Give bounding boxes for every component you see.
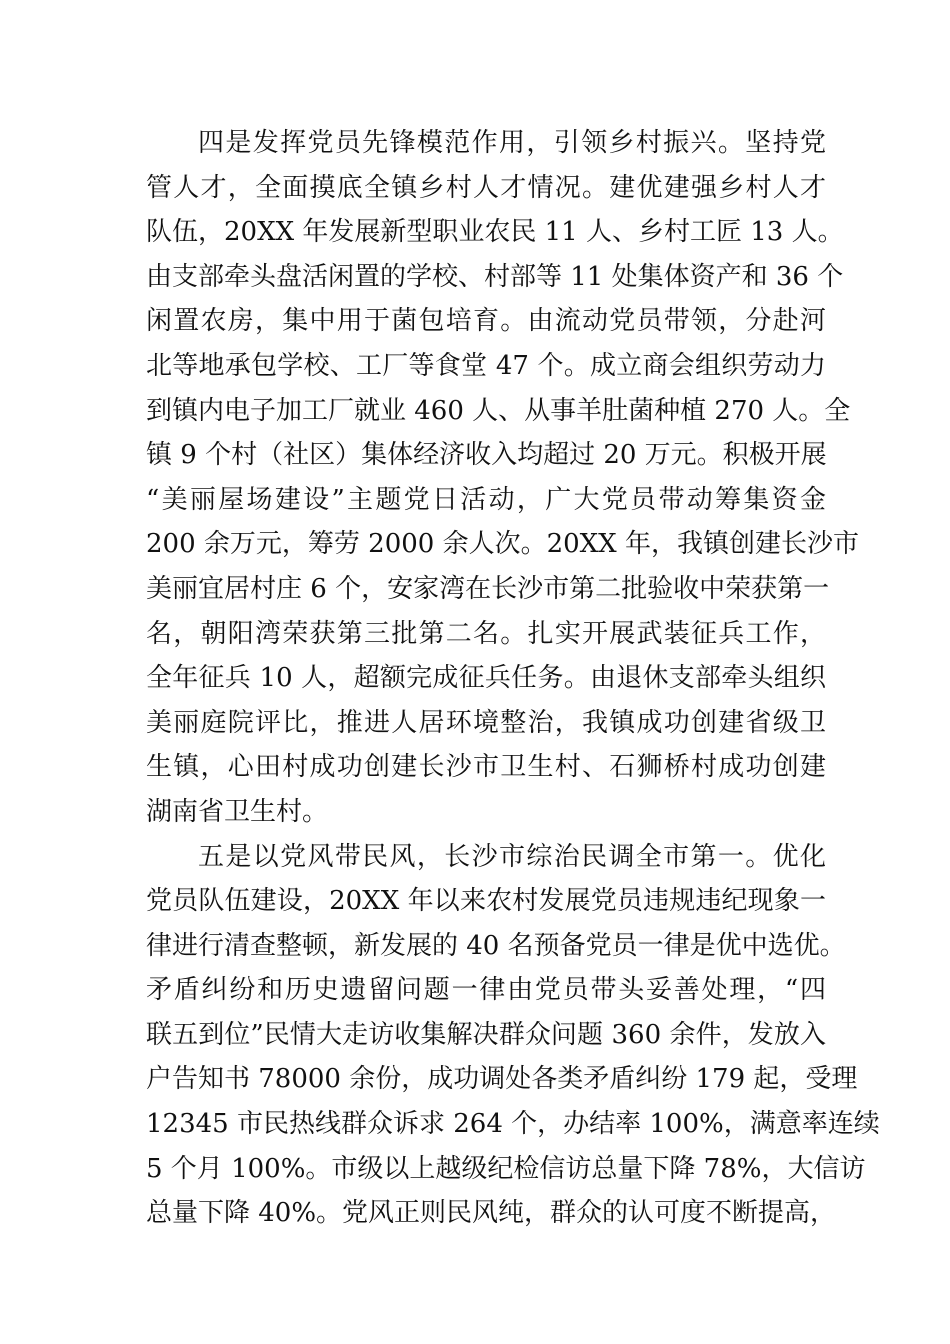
text-line: 五是以党风带民风，长沙市综治民调全市第一。优化 bbox=[198, 841, 826, 872]
text-line: 镇 9 个村（社区）集体经济收入均超过 20 万元。积极开展 bbox=[146, 440, 827, 471]
text-line: 美丽宜居村庄 6 个，安家湾在长沙市第二批验收中荣获第一 bbox=[146, 573, 830, 604]
text-line: 美丽庭院评比，推进人居环境整治，我镇成功创建省级卫 bbox=[146, 707, 826, 738]
text-line: 四是发挥党员先锋模范作用，引领乡村振兴。坚持党 bbox=[198, 128, 826, 158]
text-line: 名，朝阳湾荣获第三批第二名。扎实开展武装征兵工作， bbox=[146, 618, 826, 649]
text-line: 生镇，心田村成功创建长沙市卫生村、石狮桥村成功创建 bbox=[146, 752, 826, 783]
text-line: 管人才，全面摸底全镇乡村人才情况。建优建强乡村人才 bbox=[146, 172, 826, 203]
text-line: 到镇内电子加工厂就业 460 人、从事羊肚菌种植 270 人。全 bbox=[146, 395, 851, 426]
text-line: 12345 市民热线群众诉求 264 个，办结率 100%，满意率连续 bbox=[146, 1109, 880, 1140]
text-line: 由支部牵头盘活闲置的学校、村部等 11 处集体资产和 36 个 bbox=[146, 261, 844, 292]
text-line: 湖南省卫生村。 bbox=[146, 796, 329, 827]
paragraph-1 bbox=[146, 121, 859, 835]
paragraph-2 bbox=[146, 835, 880, 1236]
text-line: 总量下降 40%。党风正则民风纯，群众的认可度不断提高， bbox=[146, 1198, 837, 1229]
text-line: 200 余万元，筹劳 2000 余人次。20XX 年，我镇创建长沙市 bbox=[146, 529, 859, 560]
text-line: 党员队伍建设，20XX 年以来农村发展党员违规违纪现象一 bbox=[146, 886, 826, 917]
text-line: 矛盾纠纷和历史遗留问题一律由党员带头妥善处理，“四 bbox=[146, 975, 826, 1006]
document-body bbox=[146, 121, 880, 1236]
text-line: 全年征兵 10 人，超额完成征兵任务。由退休支部牵头组织 bbox=[146, 663, 826, 694]
text-line: 5 个月 100%。市级以上越级纪检信访总量下降 78%，大信访 bbox=[146, 1153, 866, 1184]
text-line: 户告知书 78000 余份，成功调处各类矛盾纠纷 179 起，受理 bbox=[146, 1064, 858, 1095]
text-line: “美丽屋场建设”主题党日活动，广大党员带动筹集资金 bbox=[146, 484, 826, 515]
text-line: 队伍，20XX 年发展新型职业农民 11 人、乡村工匠 13 人。 bbox=[146, 217, 844, 248]
text-line: 闲置农房，集中用于菌包培育。由流动党员带领，分赴河 bbox=[146, 306, 826, 337]
text-line: 联五到位”民情大走访收集解决群众问题 360 余件，发放入 bbox=[146, 1019, 826, 1050]
text-line: 北等地承包学校、工厂等食堂 47 个。成立商会组织劳动力 bbox=[146, 350, 826, 381]
text-line: 律进行清查整顿，新发展的 40 名预备党员一律是优中选优。 bbox=[146, 930, 846, 961]
